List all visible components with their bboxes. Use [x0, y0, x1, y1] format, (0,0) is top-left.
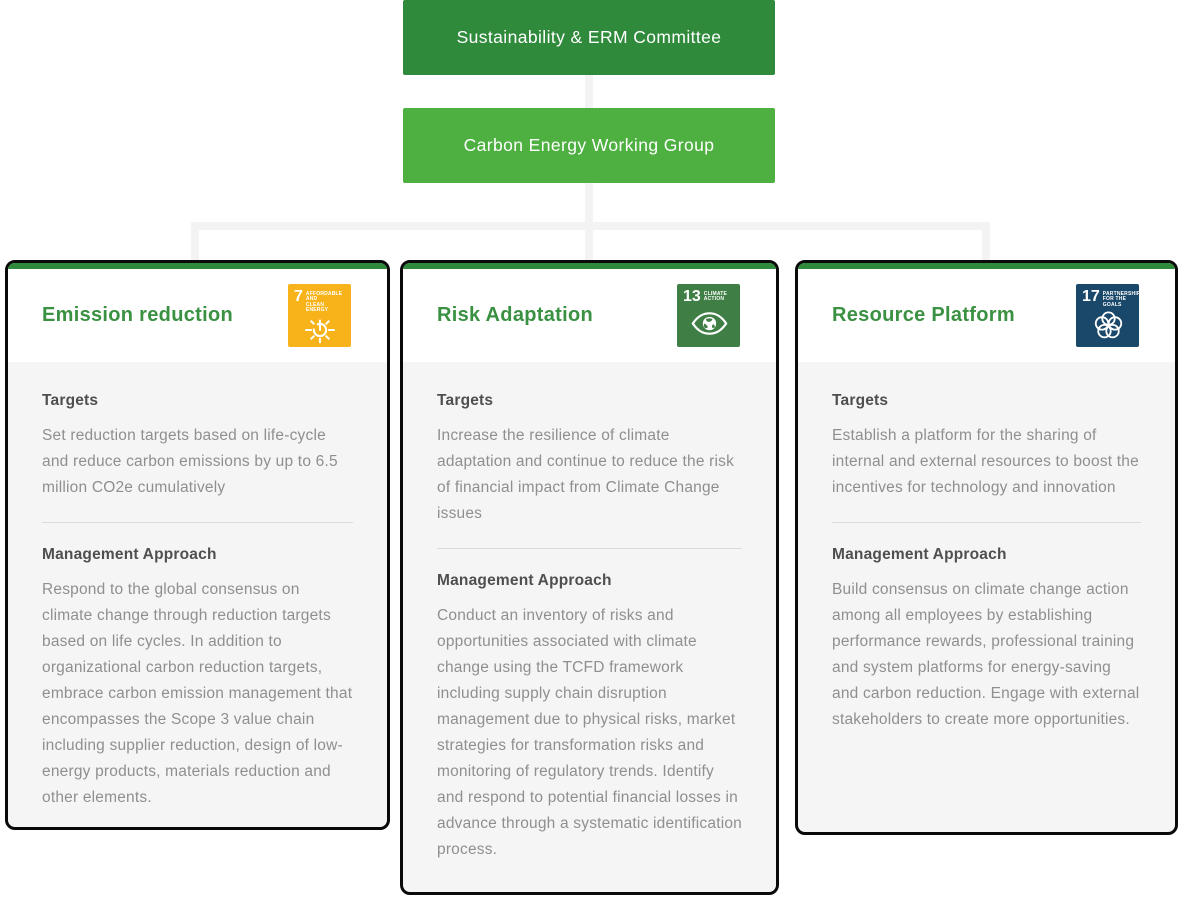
- management-heading: Management Approach: [437, 572, 612, 589]
- working-group-label: Carbon Energy Working Group: [463, 135, 715, 155]
- sdg-number: 13: [683, 288, 701, 305]
- sdg-number: 17: [1082, 288, 1100, 305]
- connector-working-group-to-branch: [585, 183, 593, 222]
- sdg-label-line1: AFFORDABLE AND: [305, 290, 343, 302]
- management-heading: Management Approach: [42, 546, 217, 563]
- card-risk-adaptation: [400, 260, 779, 895]
- connector-committee-to-working-group: [585, 75, 593, 108]
- management-text: Build consensus on climate change action among all employees by establishing performance rewards, professional training and system platforms for energy-saving and carbon reduction. Engage with external stakeholders to create more opportunities.: [832, 581, 1140, 728]
- committee-box: [403, 0, 775, 75]
- targets-heading: Targets: [42, 392, 99, 409]
- card-body: [798, 362, 1175, 832]
- sun-power-icon: [294, 314, 346, 346]
- interlocking-circles-icon: [1082, 308, 1134, 343]
- card-title: Risk Adaptation: [437, 304, 593, 326]
- card-emission-reduction: [5, 260, 390, 830]
- sdg-label-line2: ACTION: [703, 296, 725, 302]
- card-header: [403, 269, 776, 362]
- sdg7-affordable-clean-energy-icon: [288, 284, 351, 347]
- committee-label: Sustainability & ERM Committee: [456, 27, 722, 47]
- sdg13-climate-action-icon: [677, 284, 740, 347]
- connector-drop-left: [191, 230, 199, 263]
- management-heading: Management Approach: [832, 546, 1007, 563]
- sdg17-partnerships-icon: [1076, 284, 1144, 347]
- connector-drop-center: [585, 230, 593, 263]
- card-body: [403, 362, 776, 892]
- connector-drop-right: [982, 230, 990, 263]
- sdg-number: 7: [294, 288, 303, 305]
- sdg-label-line2: CLEAN ENERGY: [305, 301, 329, 313]
- section-divider: [832, 522, 1141, 523]
- card-header: [8, 269, 387, 362]
- sdg-label-line1: PARTNERSHIPS: [1102, 290, 1144, 297]
- working-group-box: [403, 108, 775, 183]
- targets-text: Establish a platform for the sharing of internal and external resources to boost the incentives for technology and innovation: [832, 427, 1139, 496]
- connector-branch-bar: [191, 222, 990, 230]
- card-title: Emission reduction: [42, 304, 233, 326]
- targets-heading: Targets: [437, 392, 494, 409]
- targets-heading: Targets: [832, 392, 889, 409]
- sdg-label-line1: CLIMATE: [703, 290, 728, 297]
- card-header: [798, 269, 1175, 362]
- section-divider: [437, 548, 742, 549]
- sdg-label-line2: FOR THE GOALS: [1102, 296, 1127, 308]
- section-divider: [42, 522, 353, 523]
- eye-globe-icon: [683, 303, 735, 343]
- card-body: [8, 362, 387, 830]
- card-resource-platform: [795, 260, 1178, 835]
- management-text: Conduct an inventory of risks and opportunities associated with climate change using the TCFD framework including supply chain disruption management due to physical risks, market strategies for transformation risks and monitoring of regulatory trends. Identify and respond to potential financial losses in advance through a systematic identification process.: [437, 607, 742, 858]
- management-text: Respond to the global consensus on climate change through reduction targets based on life cycles. In addition to organizational carbon reduction targets, embrace carbon emission management that encompasses the Scope 3 value chain including supplier reduction, design of low-energy products, materials reduction and other elements.: [42, 581, 353, 806]
- card-title: Resource Platform: [832, 304, 1015, 326]
- targets-text: Increase the resilience of climate adaptation and continue to reduce the risk of financial impact from Climate Change issues: [437, 427, 735, 522]
- targets-text: Set reduction targets based on life-cycle and reduce carbon emissions by up to 6.5 million CO2e cumulatively: [42, 427, 338, 496]
